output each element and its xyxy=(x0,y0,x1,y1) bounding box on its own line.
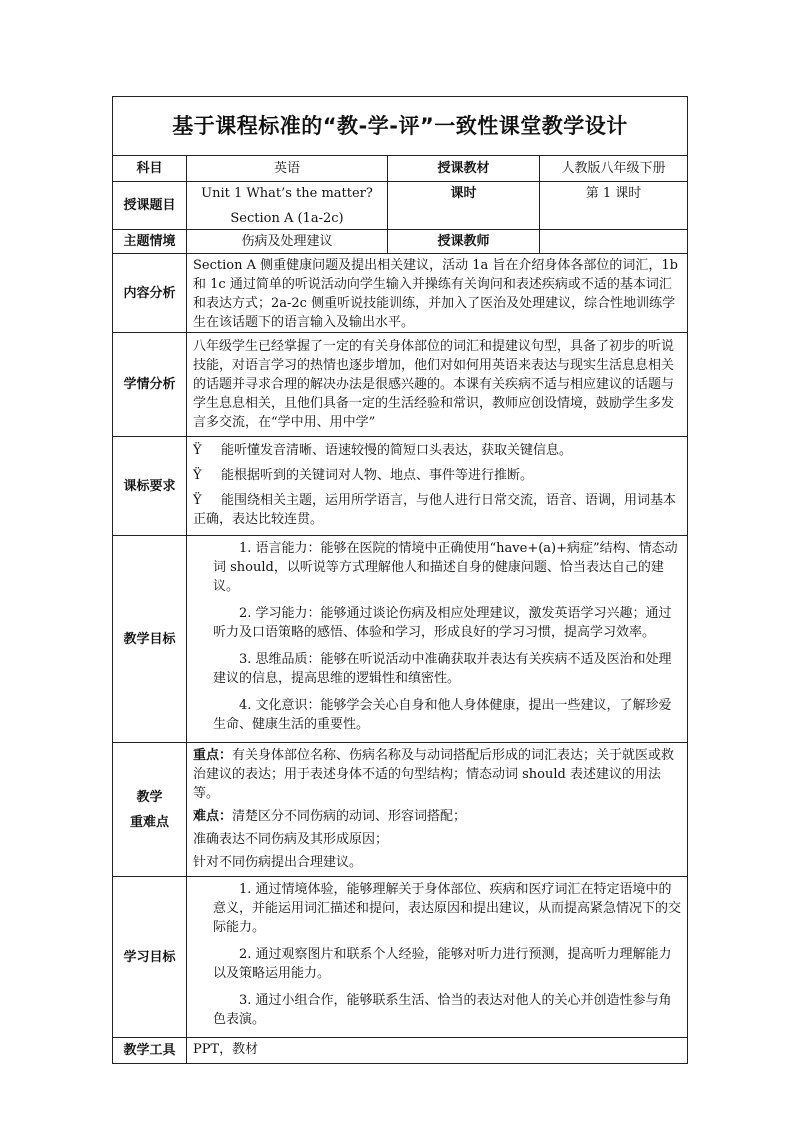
material-label: 授课教材 xyxy=(388,156,540,182)
lesson-plan-document xyxy=(112,96,687,1064)
context-value: 伤病及处理建议 xyxy=(187,230,388,254)
material-value: 人教版八年级下册 xyxy=(540,156,688,182)
subject-label: 科目 xyxy=(113,156,187,182)
learning-goal-item: 3. 通过小组合作，能够联系生活、恰当的表达对他人的关心并创造性参与角色表演。 xyxy=(213,993,672,1027)
document-title: 基于课程标准的“教-学-评”一致性课堂教学设计 xyxy=(113,97,688,156)
subject-value: 英语 xyxy=(187,156,388,182)
content-analysis-text: Section A 侧重健康问题及提出相关建议，活动 1a 旨在介绍身体各部位的词汇，1b 和 1c 通过简单的听说活动向学生输入并操练有关询问和表述疾病或不适的基本词汇和表达方式；2a-2c 侧重听说技能训练，并加入了医治及处理建议，综合性地训练学生在该话题下的语言输入及输出水平。 xyxy=(193,258,678,330)
context-label: 主题情境 xyxy=(113,230,187,254)
bullet-mark: Ÿ xyxy=(193,493,202,508)
standard-item: Ÿ 能听懂发音清晰、语速较慢的简短口头表达，获取关键信息。 xyxy=(193,443,573,458)
standard-item: Ÿ 能根据听到的关键词对人物、地点、事件等进行推断。 xyxy=(193,468,534,483)
teaching-goals-label: 教学目标 xyxy=(113,536,187,743)
difficult-points-text: 难点：清楚区分不同伤病的动词、形容词搭配； xyxy=(193,809,467,824)
key-difficult-points-label: 教学 重难点 xyxy=(113,743,187,877)
standard-item: Ÿ 能围绕相关主题，运用所学语言，与他人进行日常交流，语音、语调，用词基本正确，表达比较连贯。 xyxy=(193,493,677,527)
teaching-goal-item: 2. 学习能力：能够通过谈论伤病及相应处理建议，激发英语学习兴趣；通过听力及口语策略的感悟、体验和学习，形成良好的学习习惯，提高学习效率。 xyxy=(213,606,672,640)
period-value: 第 1 课时 xyxy=(540,182,688,230)
learning-goals-label: 学习目标 xyxy=(113,877,187,1038)
standards-label: 课标要求 xyxy=(113,437,187,536)
period-label: 课时 xyxy=(388,182,540,230)
topic-line-1: Unit 1 What’s the matter? xyxy=(201,185,373,201)
learning-goal-item: 2. 通过观察图片和联系个人经验，能够对听力进行预测，提高听力理解能力以及策略运用能力。 xyxy=(213,947,672,981)
content-analysis-cell xyxy=(187,254,688,333)
difficult-points-line: 准确表达不同伤病及其形成原因； xyxy=(193,832,389,847)
content-analysis-label: 内容分析 xyxy=(113,254,187,333)
topic-value xyxy=(187,182,388,230)
teacher-label: 授课教师 xyxy=(388,230,540,254)
topic-line-2: Section A (1a-2c) xyxy=(230,210,344,226)
learning-goal-item: 1. 通过情境体验，能够理解关于身体部位、疾病和医疗词汇在特定语境中的意义，并能运用词汇描述和提问，表达原因和提出建议，从而提高紧急情况下的交际能力。 xyxy=(213,882,682,935)
bullet-mark: Ÿ xyxy=(193,443,202,458)
learner-analysis-label: 学情分析 xyxy=(113,333,187,437)
topic-label: 授课题目 xyxy=(113,182,187,230)
teacher-value xyxy=(540,230,688,254)
bullet-mark: Ÿ xyxy=(193,468,202,483)
teaching-goals-cell xyxy=(187,536,688,743)
learning-goals-cell xyxy=(187,877,688,1038)
teaching-goal-item: 4. 文化意识：能够学会关心自身和他人身体健康，提出一些建议，了解珍爱生命、健康生活的重要性。 xyxy=(213,698,672,732)
teaching-goal-item: 1. 语言能力：能够在医院的情境中正确使用“have+(a)+病症”结构、情态动词 should，以听说等方式理解他人和描述自身的健康问题、恰当表达自己的建议。 xyxy=(213,541,678,594)
teaching-tools-value: PPT，教材 xyxy=(187,1038,688,1064)
key-points-text: 重点：有关身体部位名称、伤病名称及与动词搭配后形成的词汇表达；关于就医或救治建议的表达；用于表述身体不适的句型结构；情态动词 should 表述建议的用法等。 xyxy=(193,748,675,801)
learner-analysis-text: 八年级学生已经掌握了一定的有关身体部位的词汇和提建议句型，具备了初步的听说技能，对语言学习的热情也逐步增加，他们对如何用英语来表达与现实生活息息相关的话题并寻求合理的解决办法是很感兴趣的。本课有关疾病不适与相应建议的话题与学生息息相关，且他们具备一定的生活经验和常识，教师应创设情境，鼓励学生多发言多交流，在“学中用、用中学” xyxy=(193,339,675,430)
standards-cell xyxy=(187,437,688,536)
difficult-points-line: 针对不同伤病提出合理建议。 xyxy=(193,855,363,870)
lesson-plan-table xyxy=(112,96,688,1064)
teaching-goal-item: 3. 思维品质：能够在听说活动中准确获取并表达有关疾病不适及医治和处理建议的信息，提高思维的逻辑性和缜密性。 xyxy=(213,652,672,686)
key-difficult-points-cell xyxy=(187,743,688,877)
teaching-tools-label: 教学工具 xyxy=(113,1038,187,1064)
learner-analysis-cell xyxy=(187,333,688,437)
